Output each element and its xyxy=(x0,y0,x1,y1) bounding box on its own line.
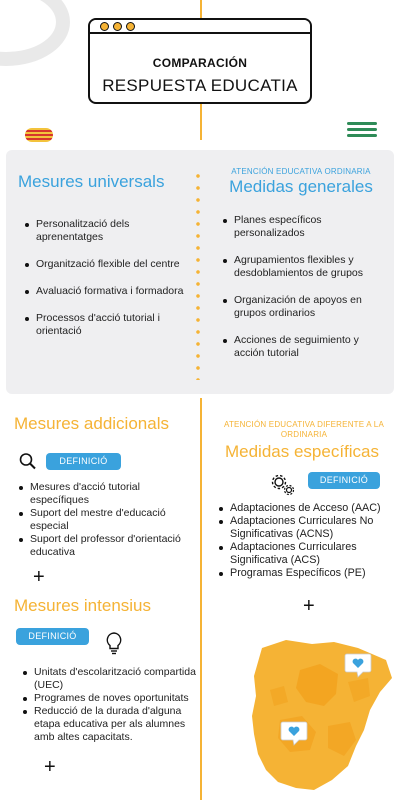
window-dot-icon xyxy=(126,22,135,31)
list-item: Avaluació formativa i formadora xyxy=(24,285,184,298)
plus-icon: + xyxy=(44,756,56,778)
ordinary-attention-subtitle: ATENCIÓN EDUCATIVA ORDINARIA xyxy=(231,167,371,176)
decorative-circle xyxy=(0,0,70,66)
additional-measures-list xyxy=(18,481,188,559)
intensive-measures-list xyxy=(22,666,200,744)
list-item: Organización de apoyos en grupos ordinarios xyxy=(222,294,387,320)
intensive-definition-button[interactable]: DEFINICIÓ xyxy=(16,628,89,645)
catalonia-flag-icon xyxy=(25,128,53,142)
general-measures-title: Medidas generales xyxy=(229,177,373,196)
plus-icon: + xyxy=(33,566,45,588)
specific-measures-title: Medidas específicas xyxy=(224,442,380,461)
list-item: Suport del mestre d'educació especial xyxy=(18,507,188,533)
window-dot-icon xyxy=(100,22,109,31)
heart-bubble-icon xyxy=(280,720,308,751)
list-item: Agrupamientos flexibles y desdoblamientos de grupos xyxy=(222,254,387,280)
list-item: Adaptaciones Curriculares No Significativas (ACNS) xyxy=(218,515,396,541)
universal-measures-list xyxy=(24,218,184,338)
list-item: Programes de noves oportunitats xyxy=(22,692,200,705)
window-dot-icon xyxy=(113,22,122,31)
list-item: Planes específicos personalizados xyxy=(222,214,387,240)
different-attention-subtitle: ATENCIÓN EDUCATIVA DIFERENTE A LA ORDINARIA xyxy=(224,420,384,439)
lightbulb-icon xyxy=(104,631,124,660)
plus-icon: + xyxy=(303,595,315,617)
heart-bubble-icon xyxy=(344,652,372,683)
list-item: Personalització dels aprenentatges xyxy=(24,218,184,244)
specific-measures-list xyxy=(218,502,396,580)
list-item: Programas Específicos (PE) xyxy=(218,567,396,580)
list-item: Adaptaciones Curriculares Significativa (ACS) xyxy=(218,541,396,567)
intensive-measures-title: Mesures intensius xyxy=(14,596,152,615)
gears-icon xyxy=(270,474,298,501)
page-title-line1: COMPARACIÓN xyxy=(152,56,248,70)
andalusia-flag-icon xyxy=(347,122,377,140)
list-item: Processos d'acció tutorial i orientació xyxy=(24,312,184,338)
specific-definition-button[interactable]: DEFINICIÓ xyxy=(308,472,380,489)
universal-measures-title: Mesures universals xyxy=(18,172,165,191)
center-divider-line xyxy=(200,398,202,800)
additional-definition-button[interactable]: DEFINICIÓ xyxy=(46,453,121,470)
list-item: Organització flexible del centre xyxy=(24,258,184,271)
general-measures-list xyxy=(222,214,387,360)
dotted-separator xyxy=(196,170,200,380)
magnifier-icon xyxy=(18,452,38,475)
additional-measures-title: Mesures addicionals xyxy=(14,414,169,433)
window-titlebar xyxy=(90,20,310,34)
list-item: Reducció de la durada d'alguna etapa educativa per als alumnes amb altes capacitats. xyxy=(22,705,200,744)
list-item: Unitats d'escolarització compartida (UEC) xyxy=(22,666,200,692)
list-item: Suport del professor d'orientació educativa xyxy=(18,533,188,559)
spain-map xyxy=(240,630,400,800)
list-item: Acciones de seguimiento y acción tutorial xyxy=(222,334,387,360)
list-item: Mesures d'acció tutorial específiques xyxy=(18,481,188,507)
page-title-line2: RESPUESTA EDUCATIA xyxy=(102,76,298,95)
title-window xyxy=(88,18,312,104)
list-item: Adaptaciones de Acceso (AAC) xyxy=(218,502,396,515)
